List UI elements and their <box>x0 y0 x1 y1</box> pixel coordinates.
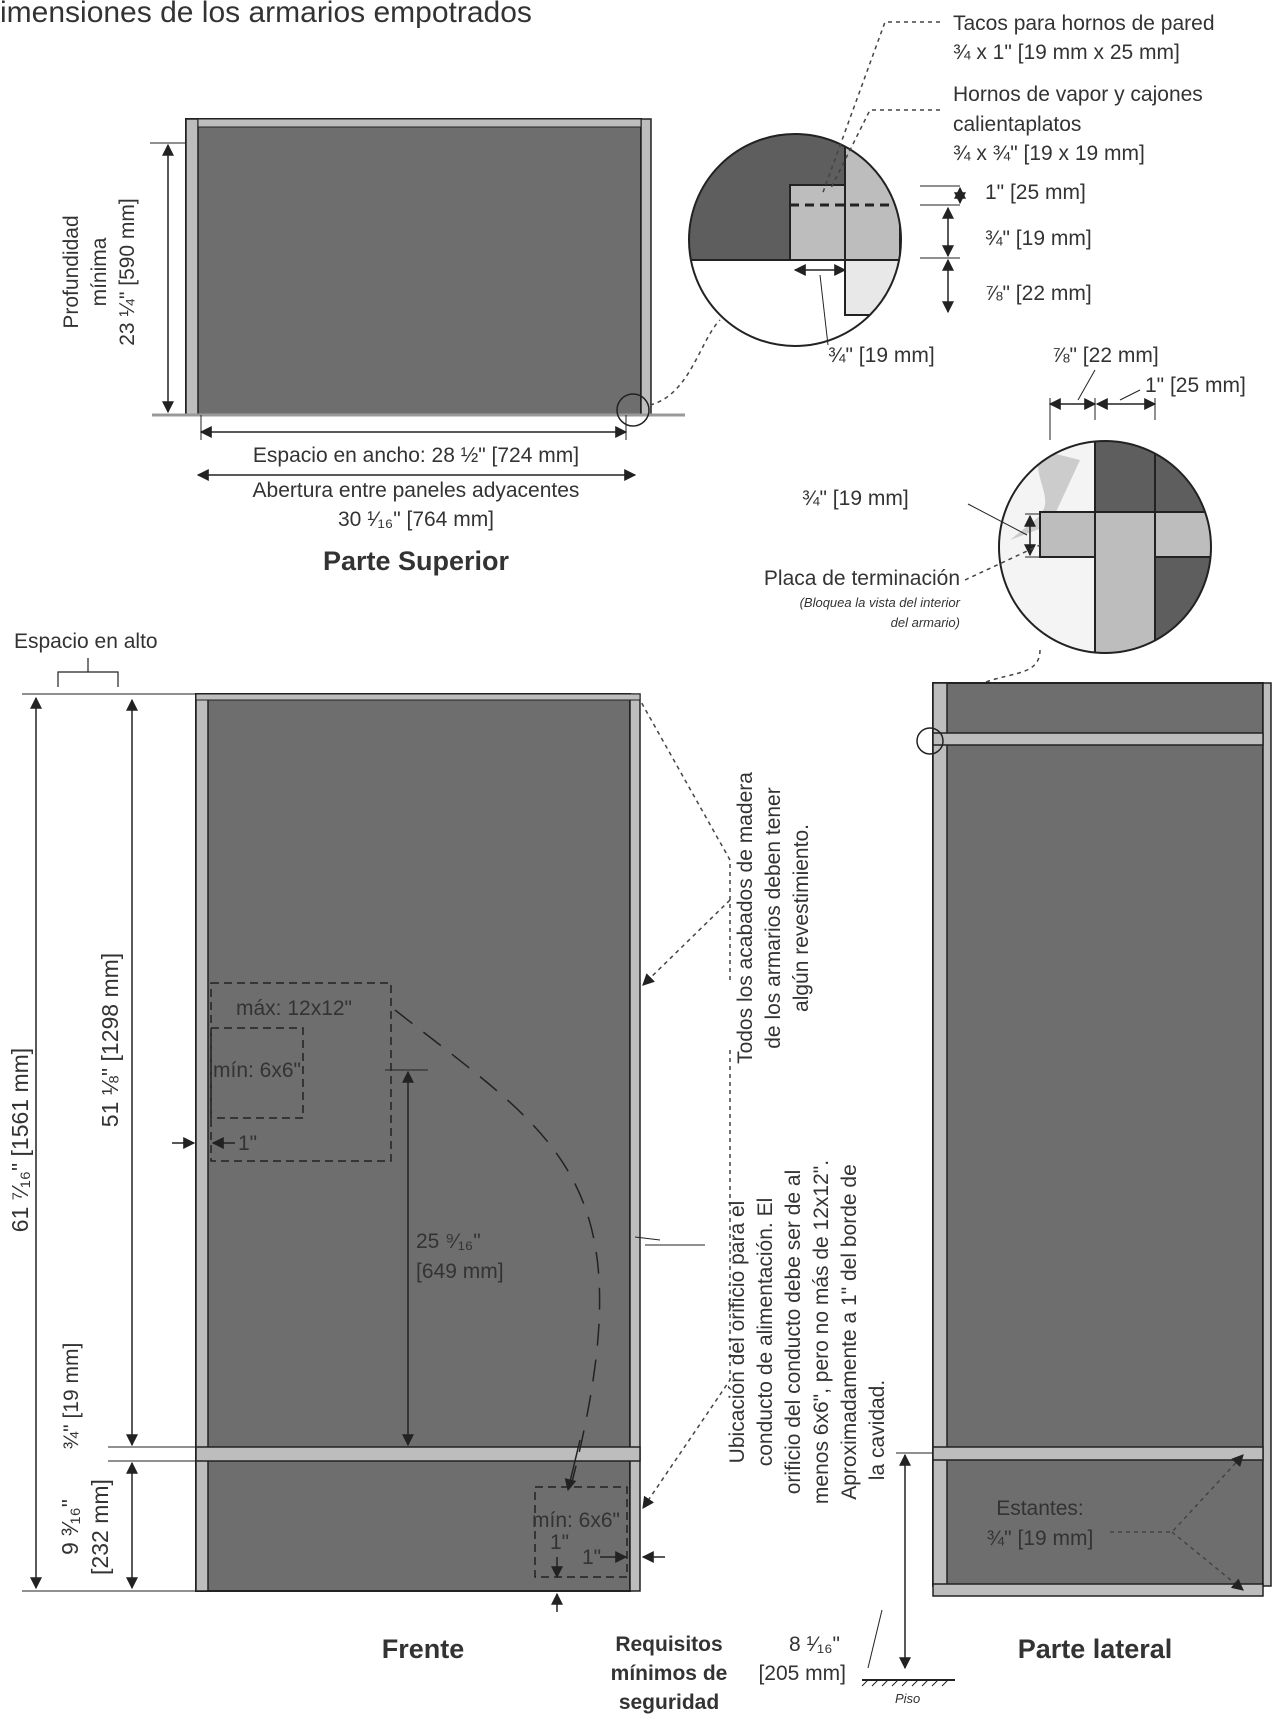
side-78-leader <box>1078 370 1095 400</box>
top-callout-leader <box>650 320 720 405</box>
wood-note-1: Todos los acabados de madera <box>734 772 757 1064</box>
top-right-panel <box>641 119 651 415</box>
depth-label-2: mínima <box>88 237 111 307</box>
top-view-title: Parte Superior <box>322 546 510 576</box>
notes <box>726 772 889 1504</box>
hole-note-6: la cavidad. <box>866 1379 889 1481</box>
wood-leader-bot <box>643 1050 730 1508</box>
side-dim-34: ¾" [19 mm] <box>802 487 909 510</box>
detail-top <box>680 12 1215 367</box>
height-gap-bracket <box>58 672 118 687</box>
detail-dim-bottom: ¾" [19 mm] <box>828 344 935 367</box>
depth-label-3: 23 ¼" [590 mm] <box>116 198 139 346</box>
detail-side <box>764 344 1246 695</box>
wood-note-3: algún revestimiento. <box>790 824 813 1012</box>
callout2-line3: ¾ x ¾" [19 x 19 mm] <box>953 142 1145 165</box>
top-view <box>60 119 720 576</box>
opening-label-2: 30 ¹⁄₁₆" [764 mm] <box>337 508 495 531</box>
detail-top-marble <box>845 260 900 315</box>
side-bottom-shelf <box>933 1584 1263 1596</box>
hole-note-2: conducto de alimentación. El <box>754 1197 777 1467</box>
one-inch-label: 1" <box>238 1132 258 1155</box>
one-inch-label-b: 1" <box>582 1546 602 1569</box>
detail-dim-34: ¾" [19 mm] <box>985 227 1092 250</box>
callout1-line1: Tacos para hornos de pared <box>953 12 1215 35</box>
one-inch-label-a: 1" <box>550 1531 570 1554</box>
shelves-label-2: ¾" [19 mm] <box>986 1527 1094 1550</box>
side-mid-shelf <box>933 1447 1263 1460</box>
detail-dim-1in: 1" [25 mm] <box>985 181 1086 204</box>
height-gap-label: Espacio en alto <box>14 630 158 653</box>
front-view <box>7 630 730 1714</box>
depth-label-1: Profundidad <box>60 215 83 329</box>
hole-height-label-2: [649 mm] <box>416 1260 504 1283</box>
page-title: imensiones de los armarios empotrados <box>0 0 532 29</box>
floor-height-label-1: 8 ¹⁄₁₆" <box>788 1633 840 1656</box>
callout2-line2: calientaplatos <box>953 113 1082 136</box>
plate-note-2: del armario) <box>890 615 960 630</box>
total-height-label: 61 ⁷⁄₁₆" [1561 mm] <box>7 1047 33 1233</box>
hole-height-label-1: 25 ⁹⁄₁₆" <box>416 1230 481 1253</box>
detail-dim-78: ⅞" [22 mm] <box>985 282 1092 305</box>
safety-label-3: seguridad <box>618 1691 720 1714</box>
lower-height-label-2: [232 mm] <box>87 1479 113 1575</box>
wood-leader-top <box>640 700 730 980</box>
wood-leader-mid <box>643 900 730 985</box>
callout1-line2: ¾ x 1" [19 mm x 25 mm] <box>953 41 1180 64</box>
side-dim-78: ⅞" [22 mm] <box>1052 344 1159 367</box>
lower-height-label-1: 9 ³⁄₁₆" <box>57 1499 83 1555</box>
floor-dim-leader <box>868 1610 882 1668</box>
hole-note-3: orificio del conducto debe ser de al <box>782 1169 805 1495</box>
plate-label: Placa de terminación <box>763 567 960 590</box>
detail-side-dark-bottom <box>1155 557 1225 667</box>
top-view-cabinet <box>186 119 641 415</box>
top-back-board <box>198 119 641 127</box>
callout2-line1: Hornos de vapor y cajones <box>953 83 1203 106</box>
shelf-thickness-label: ¾" [19 mm] <box>60 1342 83 1450</box>
detail-top-cleat <box>790 185 845 260</box>
shelves-label-1: Estantes: <box>996 1497 1084 1520</box>
top-left-panel <box>186 119 198 415</box>
plate-note-1: (Bloquea la vista del interior <box>799 595 960 610</box>
dim-bottom-leader <box>820 275 828 345</box>
detail-side-dark-corner <box>1095 420 1155 512</box>
min-box-label: mín: 6x6" <box>213 1059 301 1082</box>
front-shelf <box>196 1447 640 1461</box>
side-view-title: Parte lateral <box>1017 1634 1173 1664</box>
max-box-label: máx: 12x12" <box>236 997 353 1020</box>
opening-label-1: Abertura entre paneles adyacentes <box>252 479 580 502</box>
wood-note-2: de los armarios deben tener <box>762 787 785 1049</box>
safety-label-1: Requisitos <box>615 1633 723 1656</box>
floor-label: Piso <box>895 1691 921 1706</box>
hole-note-5: Aproximadamente a 1" del borde de <box>838 1164 861 1500</box>
min-box2-label: mín: 6x6" <box>532 1509 620 1532</box>
front-view-title: Frente <box>381 1634 465 1664</box>
side-1in-leader <box>1120 390 1140 400</box>
side-top-shelf <box>933 733 1263 745</box>
floor-height-label-2: [205 mm] <box>758 1662 846 1685</box>
side-back-panel <box>1263 683 1271 1586</box>
hole-note-4: menos 6x6", pero no más de 12x12". <box>810 1159 833 1505</box>
safety-label-2: mínimos de <box>610 1662 728 1685</box>
hole-note-1: Ubicación del orificio para el <box>726 1200 749 1464</box>
upper-height-label: 51 ⅛" [1298 mm] <box>97 952 123 1128</box>
width-gap-label: Espacio en ancho: 28 ½" [724 mm] <box>252 444 580 467</box>
side-dim-1in: 1" [25 mm] <box>1145 374 1246 397</box>
side-view <box>758 683 1271 1706</box>
front-top-board <box>196 694 640 700</box>
